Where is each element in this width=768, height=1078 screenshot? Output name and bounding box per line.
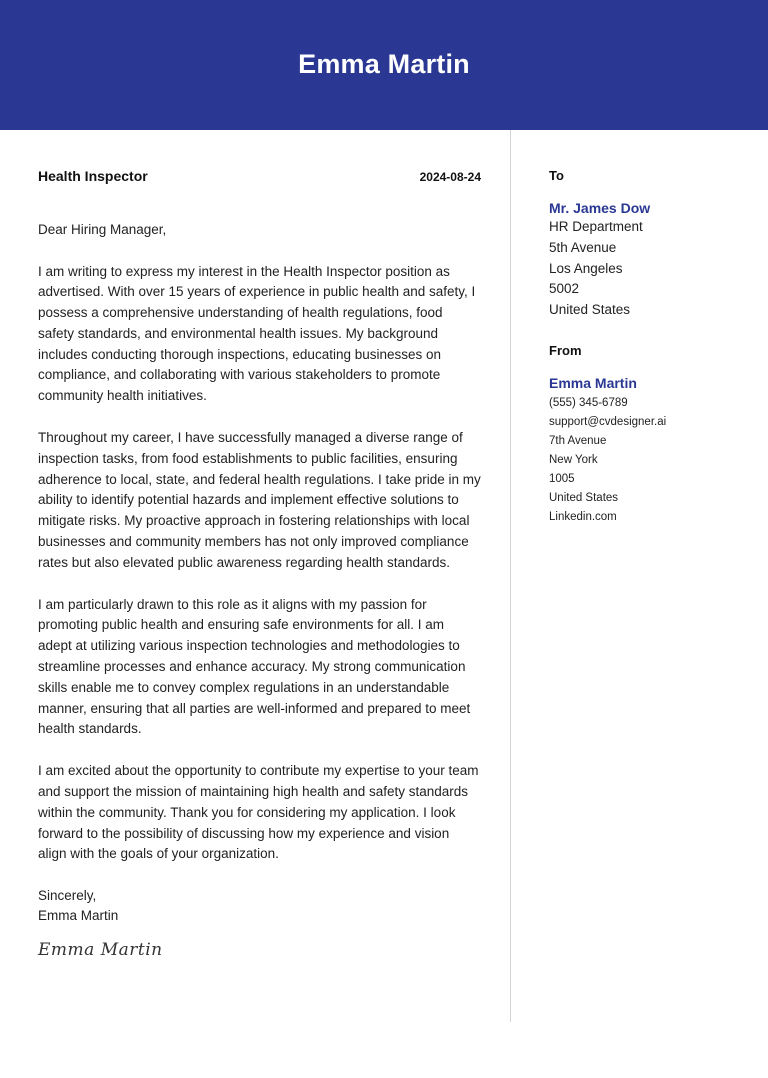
from-heading: From	[549, 342, 582, 358]
salutation: Dear Hiring Manager,	[38, 222, 167, 237]
paragraph-2: Throughout my career, I have successfully managed a diverse range of inspection tasks, from food establishments to public facilities, ensuring adherence to local, state, and federal health regulations. I take pride in my ability to identify potential hazards and implement effective solutions to mitigate risks. My proactive approach in fostering relationships with local businesses and community members has not only improved compliance rates but also elevated public awareness regarding health standards.	[38, 430, 481, 570]
sender-postcode: 1005	[549, 472, 575, 485]
paragraph-1: I am writing to express my interest in the Health Inspector position as advertised. With over 15 years of experience in public health and safety, I possess a comprehensive understanding of health regulations, food safety standards, and environmental health issues. My background includes conducting thorough inspections, educating businesses on compliance, and collaborating with various stakeholders to promote community health initiatives.	[38, 263, 476, 404]
recipient-name: Mr. James Dow	[549, 200, 651, 216]
applicant-name: Emma Martin	[298, 48, 470, 79]
handwritten-signature: Emma Martin	[38, 940, 163, 961]
sender-street: 7th Avenue	[549, 434, 607, 447]
sender-name: Emma Martin	[549, 374, 637, 391]
to-heading: To	[549, 168, 564, 183]
sender-details	[549, 394, 749, 527]
recipient-line: HR Department	[549, 219, 643, 234]
closing-name: Emma Martin	[38, 908, 119, 924]
contact-sidebar	[549, 168, 749, 527]
paragraph-3: I am particularly drawn to this role as it aligns with my passion for promoting public health and ensuring safe environments for all. I am adept at utilizing various inspection technologies and methodologies to streamline processes and enhance accuracy. My strong communication skills enable me to convey complex regulations in an understandable manner, ensuring that all parties are well-informed and prepared to meet health standards.	[38, 596, 471, 737]
recipient-line: 5th Avenue	[549, 239, 617, 255]
paragraph-4: I am excited about the opportunity to contribute my expertise to your team and support the mission of maintaining high health and safety standards within the community. Thank you for considering my application. I look forward to the possibility of discussing how my experience and vision align with the goals of your organization.	[38, 763, 479, 862]
header-banner	[0, 0, 768, 130]
title-row	[38, 168, 481, 188]
recipient-line: Los Angeles	[549, 260, 623, 276]
column-divider	[510, 130, 511, 1022]
sender-email: support@cvdesigner.ai	[549, 415, 667, 428]
recipient-line: 5002	[549, 281, 580, 297]
sender-city: New York	[549, 453, 598, 466]
recipient-line: United States	[549, 302, 631, 318]
sender-country: United States	[549, 491, 619, 504]
sender-phone: (555) 345-6789	[549, 396, 628, 409]
closing-phrase: Sincerely,	[38, 888, 97, 904]
letter-body	[38, 168, 481, 960]
sender-linkedin: Linkedin.com	[549, 510, 617, 523]
closing-block	[38, 886, 481, 926]
letter-date: 2024-08-24	[419, 170, 481, 184]
job-title: Health Inspector	[38, 168, 148, 184]
